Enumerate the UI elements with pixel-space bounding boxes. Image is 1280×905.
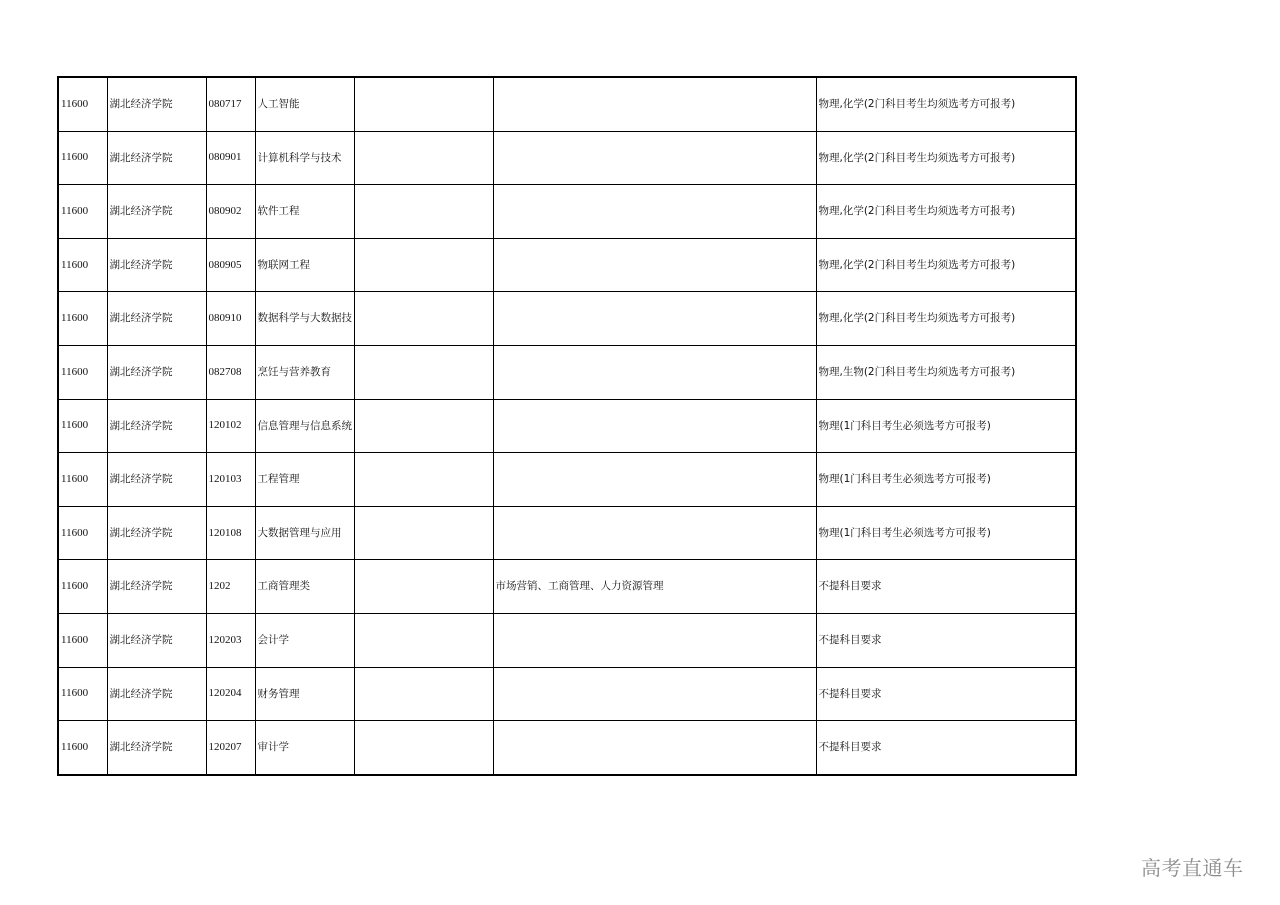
major-code-cell: 1202 — [206, 560, 255, 614]
school-name-cell: 湖北经济学院 — [107, 131, 206, 185]
table-row — [58, 77, 1076, 131]
school-code-cell: 11600 — [58, 238, 107, 292]
major-name-cell: 工程管理 — [255, 453, 354, 507]
school-code-cell: 11600 — [58, 77, 107, 131]
table-row — [58, 721, 1076, 775]
school-name-cell: 湖北经济学院 — [107, 667, 206, 721]
school-code-cell: 11600 — [58, 131, 107, 185]
school-code-cell: 11600 — [58, 453, 107, 507]
school-name-cell: 湖北经济学院 — [107, 399, 206, 453]
school-name-cell: 湖北经济学院 — [107, 292, 206, 346]
major-name-cell: 计算机科学与技术 — [255, 131, 354, 185]
major-code-cell: 080905 — [206, 238, 255, 292]
subject-requirement-cell: 物理(1门科目考生必须选考方可报考) — [816, 506, 1076, 560]
included-majors-cell — [493, 667, 816, 721]
table-row — [58, 560, 1076, 614]
major-name-cell: 审计学 — [255, 721, 354, 775]
empty-cell — [354, 292, 493, 346]
major-code-cell: 120103 — [206, 453, 255, 507]
school-code-cell: 11600 — [58, 185, 107, 239]
major-name-cell: 烹饪与营养教育 — [255, 345, 354, 399]
included-majors-cell — [493, 238, 816, 292]
major-name-cell: 工商管理类 — [255, 560, 354, 614]
table-row — [58, 185, 1076, 239]
school-code-cell: 11600 — [58, 345, 107, 399]
major-name-cell: 财务管理 — [255, 667, 354, 721]
major-code-cell: 080717 — [206, 77, 255, 131]
major-code-cell: 120102 — [206, 399, 255, 453]
major-code-cell: 120204 — [206, 667, 255, 721]
included-majors-cell — [493, 506, 816, 560]
subject-requirement-cell: 物理,生物(2门科目考生均须选考方可报考) — [816, 345, 1076, 399]
school-name-cell: 湖北经济学院 — [107, 453, 206, 507]
empty-cell — [354, 185, 493, 239]
empty-cell — [354, 506, 493, 560]
major-code-cell: 080910 — [206, 292, 255, 346]
school-name-cell: 湖北经济学院 — [107, 613, 206, 667]
table-row — [58, 292, 1076, 346]
included-majors-cell — [493, 131, 816, 185]
included-majors-cell — [493, 185, 816, 239]
subject-requirement-cell: 不提科目要求 — [816, 613, 1076, 667]
major-code-cell: 080902 — [206, 185, 255, 239]
major-name-cell: 人工智能 — [255, 77, 354, 131]
included-majors-cell: 市场营销、工商管理、人力资源管理 — [493, 560, 816, 614]
included-majors-cell — [493, 399, 816, 453]
empty-cell — [354, 238, 493, 292]
table-row — [58, 667, 1076, 721]
subject-requirement-cell: 不提科目要求 — [816, 560, 1076, 614]
table-body — [58, 77, 1076, 775]
subject-requirement-cell: 物理,化学(2门科目考生均须选考方可报考) — [816, 292, 1076, 346]
table-row — [58, 399, 1076, 453]
table-row — [58, 131, 1076, 185]
table-row — [58, 238, 1076, 292]
school-name-cell: 湖北经济学院 — [107, 506, 206, 560]
school-name-cell: 湖北经济学院 — [107, 185, 206, 239]
table-row — [58, 506, 1076, 560]
included-majors-cell — [493, 77, 816, 131]
major-name-cell: 软件工程 — [255, 185, 354, 239]
major-name-cell: 数据科学与大数据技 — [255, 292, 354, 346]
included-majors-cell — [493, 292, 816, 346]
table-row — [58, 613, 1076, 667]
empty-cell — [354, 345, 493, 399]
watermark-text: 高考直通车 — [1141, 856, 1244, 880]
included-majors-cell — [493, 345, 816, 399]
subject-requirement-cell: 不提科目要求 — [816, 667, 1076, 721]
table-row — [58, 453, 1076, 507]
major-code-cell: 082708 — [206, 345, 255, 399]
subject-requirement-cell: 物理,化学(2门科目考生均须选考方可报考) — [816, 238, 1076, 292]
empty-cell — [354, 77, 493, 131]
school-name-cell: 湖北经济学院 — [107, 560, 206, 614]
subject-requirement-cell: 物理,化学(2门科目考生均须选考方可报考) — [816, 185, 1076, 239]
subject-requirements-table — [57, 76, 1077, 776]
major-name-cell: 大数据管理与应用 — [255, 506, 354, 560]
empty-cell — [354, 131, 493, 185]
school-code-cell: 11600 — [58, 292, 107, 346]
major-code-cell: 120108 — [206, 506, 255, 560]
school-code-cell: 11600 — [58, 399, 107, 453]
major-code-cell: 120203 — [206, 613, 255, 667]
empty-cell — [354, 399, 493, 453]
subject-requirement-cell: 物理,化学(2门科目考生均须选考方可报考) — [816, 131, 1076, 185]
subject-requirement-cell: 物理(1门科目考生必须选考方可报考) — [816, 453, 1076, 507]
school-name-cell: 湖北经济学院 — [107, 77, 206, 131]
included-majors-cell — [493, 613, 816, 667]
empty-cell — [354, 721, 493, 775]
empty-cell — [354, 667, 493, 721]
subject-requirement-cell: 不提科目要求 — [816, 721, 1076, 775]
school-code-cell: 11600 — [58, 506, 107, 560]
included-majors-cell — [493, 721, 816, 775]
subject-requirement-cell: 物理,化学(2门科目考生均须选考方可报考) — [816, 77, 1076, 131]
school-code-cell: 11600 — [58, 613, 107, 667]
major-name-cell: 会计学 — [255, 613, 354, 667]
empty-cell — [354, 613, 493, 667]
school-code-cell: 11600 — [58, 560, 107, 614]
empty-cell — [354, 560, 493, 614]
subject-requirement-cell: 物理(1门科目考生必须选考方可报考) — [816, 399, 1076, 453]
school-name-cell: 湖北经济学院 — [107, 238, 206, 292]
school-code-cell: 11600 — [58, 667, 107, 721]
table-row — [58, 345, 1076, 399]
school-name-cell: 湖北经济学院 — [107, 721, 206, 775]
major-code-cell: 080901 — [206, 131, 255, 185]
major-name-cell: 信息管理与信息系统 — [255, 399, 354, 453]
included-majors-cell — [493, 453, 816, 507]
major-code-cell: 120207 — [206, 721, 255, 775]
empty-cell — [354, 453, 493, 507]
school-code-cell: 11600 — [58, 721, 107, 775]
school-name-cell: 湖北经济学院 — [107, 345, 206, 399]
major-name-cell: 物联网工程 — [255, 238, 354, 292]
